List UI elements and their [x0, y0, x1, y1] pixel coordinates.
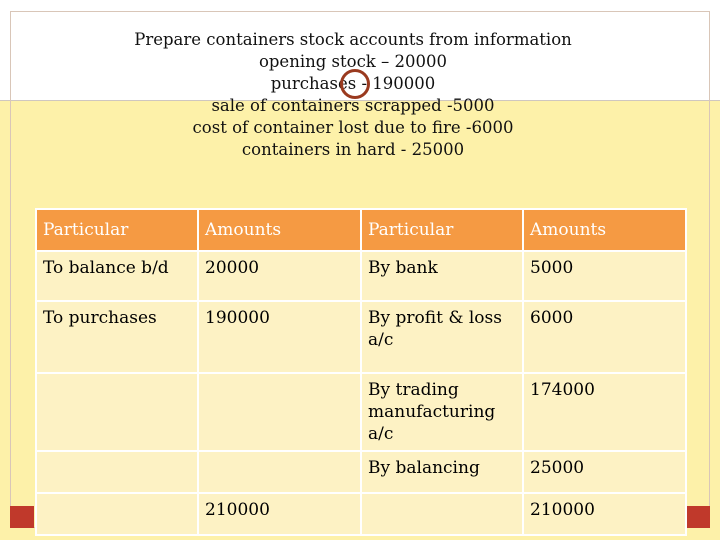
containers-account-table [35, 208, 687, 536]
table-cell: 20000 [198, 251, 361, 301]
table-cell: 5000 [523, 251, 686, 301]
corner-accent-left [10, 506, 34, 528]
heading-line: purchases - 190000 [270, 74, 436, 93]
header-amounts-credit: Amounts [523, 209, 686, 251]
total-credit: 210000 [523, 493, 686, 535]
header-amounts-debit: Amounts [198, 209, 361, 251]
table-cell: 190000 [198, 301, 361, 373]
header-particular-credit: Particular [361, 209, 523, 251]
table-cell [36, 373, 198, 451]
heading-line: cost of container lost due to fire -6000 [192, 118, 514, 137]
table-cell: To purchases [36, 301, 198, 373]
table-cell [198, 373, 361, 451]
table-cell [36, 493, 198, 535]
heading-line: Prepare containers stock accounts from information [134, 30, 572, 49]
heading-line: containers in hard - 25000 [241, 140, 465, 159]
table-total-row [36, 493, 686, 535]
table-cell: 6000 [523, 301, 686, 373]
heading-line: opening stock – 20000 [258, 52, 448, 71]
table-cell: 174000 [523, 373, 686, 451]
heading-line: sale of containers scrapped -5000 [211, 96, 495, 115]
table-row [36, 301, 686, 373]
table-cell: By profit & loss a/c [361, 301, 523, 373]
table-cell: To balance b/d [36, 251, 198, 301]
table-cell: 25000 [523, 451, 686, 493]
table-cell [198, 451, 361, 493]
table-row [36, 451, 686, 493]
table-cell: By balancing [361, 451, 523, 493]
table-row [36, 373, 686, 451]
table-cell: By trading manufacturing a/c [361, 373, 523, 451]
header-particular-debit: Particular [36, 209, 198, 251]
circle-annotation-icon [340, 69, 370, 99]
total-debit: 210000 [198, 493, 361, 535]
table-cell [36, 451, 198, 493]
table-cell: By bank [361, 251, 523, 301]
table-cell [361, 493, 523, 535]
table-row [36, 251, 686, 301]
corner-accent-right [686, 506, 710, 528]
table-header-row [36, 209, 686, 251]
